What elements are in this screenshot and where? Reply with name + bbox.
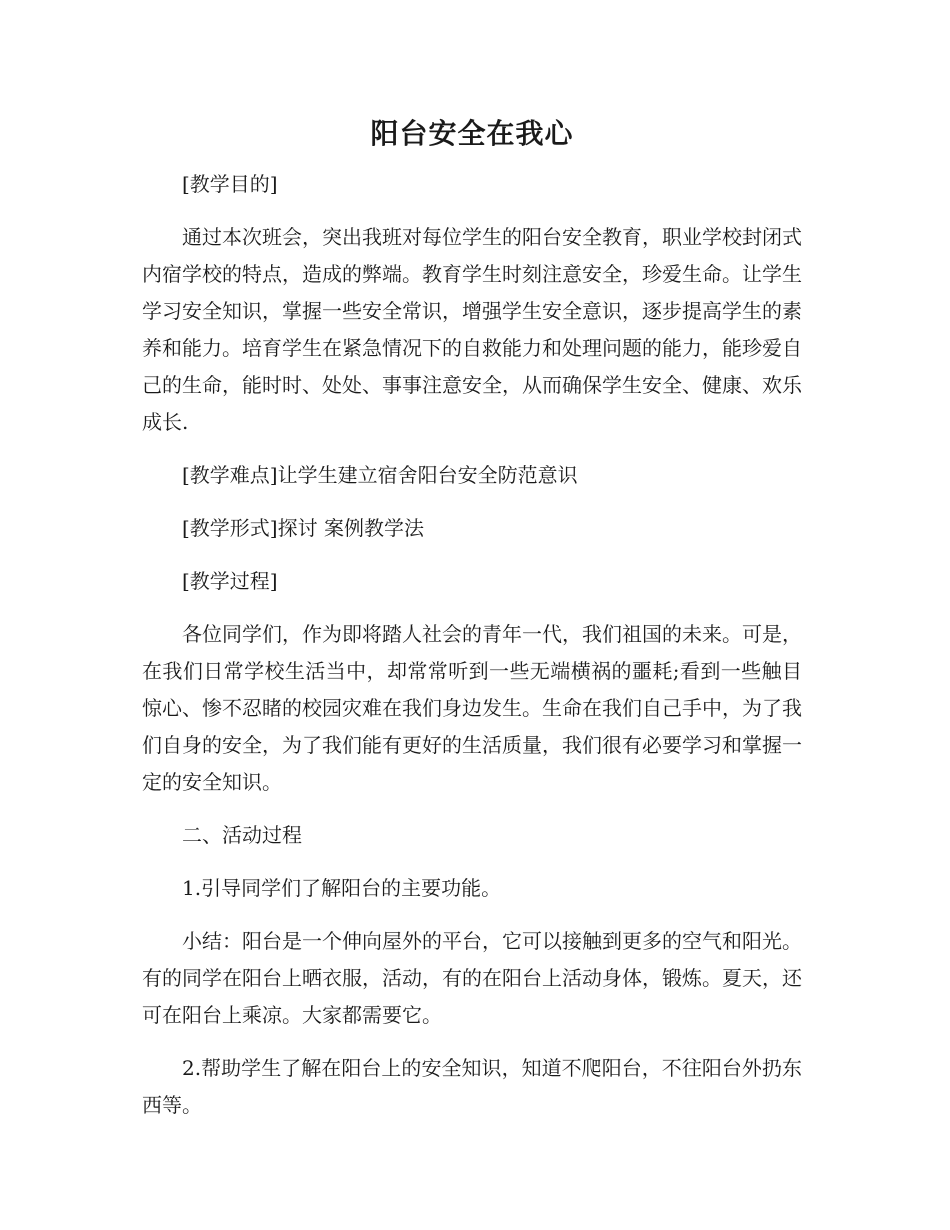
document-title: 阳台安全在我心 bbox=[370, 117, 574, 150]
section-heading-objective: [教学目的] bbox=[182, 172, 278, 196]
section-heading-format: [教学形式]探讨 案例教学法 bbox=[182, 516, 424, 540]
document-body bbox=[142, 112, 802, 1140]
paragraph-summary: 小结：阳台是一个伸向屋外的平台，它可以接触到更多的空气和阳光。有的同学在阳台上晒衣服，活动，有的在阳台上活动身体，锻炼。夏天，还可在阳台上乘凉。大家都需要它。 bbox=[142, 929, 802, 1027]
paragraph-introduction: 各位同学们，作为即将踏人社会的青年一代，我们祖国的未来。可是，在我们日常学校生活当中，却常常听到一些无端横祸的噩耗;看到一些触目惊心、惨不忍睹的校园灾难在我们身边发生。生命在我们自己手中，为了我们自身的安全，为了我们能有更好的生活质量，我们很有必要学习和掌握一定的安全知识。 bbox=[142, 622, 802, 794]
section-heading-activity: 二、活动过程 bbox=[182, 823, 302, 847]
list-item-step-1: 1.引导同学们了解阳台的主要功能。 bbox=[182, 876, 502, 900]
list-item-step-2: 2.帮助学生了解在阳台上的安全知识，知道不爬阳台，不往阳台外扔东西等。 bbox=[142, 1056, 802, 1117]
section-heading-process: [教学过程] bbox=[182, 569, 278, 593]
paragraph-objective-text: 通过本次班会，突出我班对每位学生的阳台安全教育，职业学校封闭式内宿学校的特点，造成的弊端。教育学生时刻注意安全，珍爱生命。让学生学习安全知识，掌握一些安全常识，增强学生安全意识，逐步提高学生的素养和能力。培育学生在紧急情况下的自救能力和处理问题的能力，能珍爱自己的生命，能时时、处处、事事注意安全，从而确保学生安全、健康、欢乐成长. bbox=[142, 225, 802, 434]
section-heading-difficulty: [教学难点]让学生建立宿舍阳台安全防范意识 bbox=[182, 463, 578, 487]
